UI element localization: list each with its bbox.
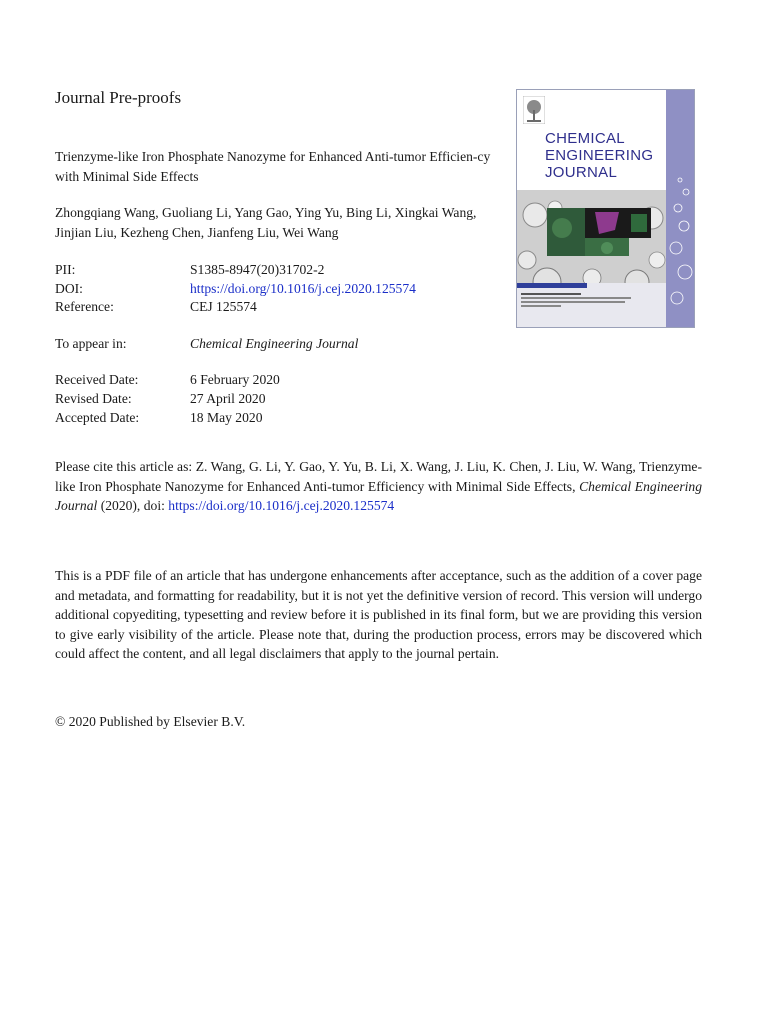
page-header: Journal Pre-proofs (55, 88, 182, 107)
pre-proof-notice: This is a PDF file of an article that has undergone enhancements after acceptance, such as the addition of a cover page and metadata, and formatting for readability, but it is not yet the definitive version of record. This version will undergo additional copyediting, typesetting and review before it is published in its final form, but we are providing this version to give early visibility of the article. Please note that, during the production process, errors may be discovered which could affect the content, and all legal disclaimers that apply to the journal pertain. (55, 568, 702, 661)
doi-link[interactable]: https://doi.org/10.1016/j.cej.2020.125574 (190, 281, 416, 296)
citation-paragraph (55, 457, 702, 516)
citation-doi-link[interactable]: https://doi.org/10.1016/j.cej.2020.125574 (168, 498, 395, 513)
article-title: Trienzyme-like Iron Phosphate Nanozyme for Enhanced Anti-tumor Efficien-cy with Minimal Side Effects (55, 149, 491, 184)
cover-featured-banner (517, 283, 666, 327)
pii-label: PII: (55, 262, 76, 277)
cover-title-line-2: ENGINEERING (545, 147, 654, 164)
elsevier-tree-logo (523, 96, 545, 124)
doi-label: DOI: (55, 281, 83, 296)
article-authors: Zhongqiang Wang, Guoliang Li, Yang Gao, Ying Yu, Bing Li, Xingkai Wang, Jinjian Liu, Kezheng Chen, Jianfeng Liu, Wei Wang (55, 205, 477, 240)
reference-value: CEJ 125574 (190, 299, 257, 314)
received-label: Received Date: (55, 372, 139, 387)
appear-value: Chemical Engineering Journal (190, 336, 359, 351)
received-value: 6 February 2020 (190, 372, 280, 387)
revised-value: 27 April 2020 (190, 391, 266, 406)
copyright-notice: © 2020 Published by Elsevier B.V. (55, 714, 246, 729)
accepted-value: 18 May 2020 (190, 410, 263, 425)
cover-bubbles-decoration (666, 90, 694, 327)
cover-title-line-1: CHEMICAL (545, 130, 625, 147)
cover-journal-title (545, 130, 665, 181)
citation-text: Please cite this article as: Z. Wang, G. Li, Y. Gao, Y. Yu, B. Li, X. Wang, J. Liu, K. Chen, J. Liu, W. Wang, Trienzyme-like Iron Phosphate Nanozyme for Enhanced Anti-tumor Efficiency with Minimal Side Effects, (55, 459, 702, 494)
citation-journal: Chemical Engineering Journal (55, 478, 702, 513)
accepted-label: Accepted Date: (55, 410, 140, 425)
revised-label: Revised Date: (55, 391, 132, 406)
cover-side-stripe (666, 90, 694, 327)
pii-value: S1385-8947(20)31702-2 (190, 262, 325, 277)
reference-label: Reference: (55, 299, 114, 314)
journal-cover-image (516, 89, 695, 328)
appear-label: To appear in: (55, 336, 127, 351)
cover-title-line-3: JOURNAL (545, 164, 618, 181)
citation-year-doi: (2020), doi: (97, 498, 169, 513)
